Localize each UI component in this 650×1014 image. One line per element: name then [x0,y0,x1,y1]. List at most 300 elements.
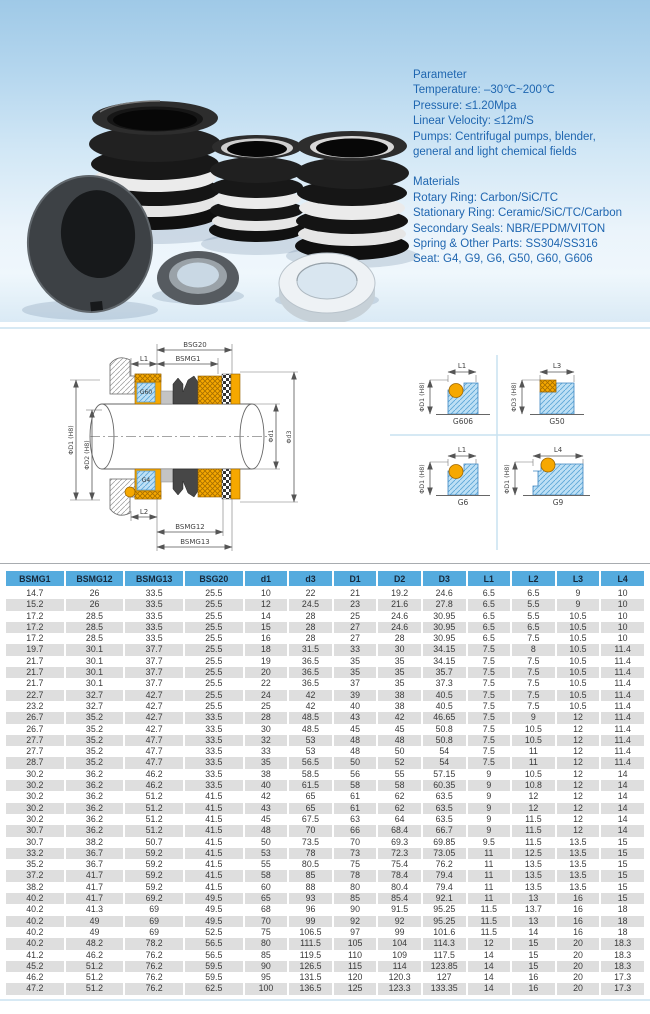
table-cell: 6.5 [468,599,511,610]
table-cell: 51.2 [66,961,124,972]
table-cell: 15.2 [6,599,64,610]
table-cell: 13.7 [524,904,542,915]
table-cell: 11 [528,746,538,757]
table-cell: 25.5 [205,633,223,644]
table-cell: 66.7 [423,825,466,836]
table-cell: 7.5 [512,667,555,678]
table-cell: 10.8 [512,780,555,791]
table-cell: 15 [601,870,644,881]
table-cell: 30.2 [26,791,44,802]
table-cell: 33.5 [145,633,163,644]
table-cell: 13.5 [569,881,587,892]
table-cell: 76.2 [435,859,453,870]
table-cell: 45 [261,813,271,824]
table-cell: 53 [305,746,316,757]
table-cell: 48 [350,746,360,757]
table-cell: 46.2 [26,972,44,983]
table-cell: 14 [468,961,511,972]
table-cell: 18.3 [601,938,644,949]
table-row [6,746,644,757]
table-cell: 35 [350,655,360,666]
table-cell: 11.5 [468,916,511,927]
table-cell: 13.5 [512,870,555,881]
table-cell: 93 [289,893,332,904]
table-row [6,938,644,949]
table-cell: 36.2 [85,791,104,802]
table-cell: 48 [378,735,421,746]
table-cell: 12 [557,735,600,746]
table-cell: 10.5 [569,700,587,711]
table-cell: 33.5 [205,746,223,757]
table-cell: 41.7 [85,881,104,892]
table-cell: 51.2 [66,983,124,994]
dim-l2: L2 [139,508,149,516]
table-cell: 18 [617,904,628,915]
table-cell: 106.5 [299,926,322,937]
table-cell: 25.5 [205,588,223,598]
table-cell: 11.4 [601,757,644,768]
table-cell: 41.5 [205,881,223,892]
table-cell: 13.5 [569,836,587,847]
table-cell: 25.5 [185,644,243,655]
table-cell: 12 [573,746,583,757]
table-cell: 14 [617,791,628,802]
table-cell: 18 [245,644,288,655]
table-cell: 24.6 [391,610,409,621]
table-cell: 14 [601,803,644,814]
table-cell: 15 [617,836,628,847]
table-cell: 30.7 [6,825,64,836]
table-cell: 50 [261,836,271,847]
table-cell: 33.5 [145,610,163,621]
table-cell: 21.7 [6,667,64,678]
table-cell: 37.7 [145,655,163,666]
table-cell: 27 [334,622,377,633]
table-row [6,870,644,881]
table-cell: 62.5 [185,983,243,994]
table-cell: 127 [436,972,452,983]
column-header: L3 [557,571,600,588]
table-cell: 18.3 [614,949,632,960]
table-row [6,724,644,735]
table-cell: 41.5 [205,813,223,824]
table-cell: 85 [261,949,271,960]
table-cell: 49.5 [185,916,243,927]
table-cell: 25.5 [205,655,223,666]
table-cell: 13.5 [524,859,542,870]
table-cell: 40.2 [26,904,44,915]
table-cell: 61 [334,803,377,814]
table-cell: 48.5 [301,723,320,734]
table-cell: 69 [149,904,160,915]
table-cell: 40.2 [6,916,64,927]
table-cell: 10.5 [569,655,587,666]
table-cell: 62 [394,791,405,802]
table-cell: 114 [378,961,421,972]
table-cell: 85 [289,870,332,881]
parameter-line: general and light chemical fields [413,146,577,159]
table-cell: 45.2 [6,961,64,972]
dim-bsmg12: BSMG12 [175,523,205,531]
table-row [6,735,644,746]
table-cell: 9 [557,599,600,610]
table-cell: 10 [261,588,271,598]
materials-line: Rotary Ring: Carbon/SiC/TC [413,191,559,204]
table-cell: 36.5 [301,655,320,666]
table-cell: 14 [528,926,539,937]
table-cell: 21.7 [26,655,44,666]
table-cell: 57.15 [433,768,456,779]
table-cell: 37.7 [125,644,183,655]
seat-diagram-g6 [419,446,490,507]
table-cell: 85 [334,893,377,904]
table-cell: 63.5 [423,803,466,814]
table-cell: 35.2 [66,735,124,746]
parameter-line: Pumps: Centrifugal pumps, blender, [413,130,596,143]
table-cell: 65 [245,893,288,904]
table-cell: 105 [334,938,377,949]
table-cell: 7.5 [527,700,540,711]
table-cell: 30.95 [433,610,456,621]
table-cell: 25.5 [185,690,243,701]
table-cell: 55 [394,768,405,779]
table-row [6,588,644,599]
table-cell: 25.5 [205,610,223,621]
table-cell: 20 [245,667,288,678]
table-cell: 28.5 [85,610,104,621]
table-cell: 25.5 [185,599,243,610]
table-cell: 95 [261,972,271,983]
table-cell: 30.2 [6,780,64,791]
table-cell: 7.5 [527,655,540,666]
materials-line: Secondary Seals: NBR/EPDM/VITON [413,222,606,235]
table-cell: 11.4 [614,700,631,711]
table-cell: 38 [261,768,271,779]
seat-name: G50 [549,417,565,426]
table-cell: 51.2 [125,803,183,814]
table-row [6,950,644,961]
table-cell: 58 [245,870,288,881]
table-cell: 19 [261,655,271,666]
table-cell: 65 [289,803,332,814]
table-cell: 11.4 [601,644,644,655]
table-cell: 65 [305,791,316,802]
table-cell: 76.2 [145,949,163,960]
table-cell: 15 [601,848,644,859]
table-row [6,780,644,791]
table-cell: 76.2 [125,983,183,994]
table-cell: 16 [557,893,600,904]
table-cell: 12 [573,768,583,779]
table-cell: 33.5 [205,723,223,734]
table-cell: 36.7 [66,848,124,859]
table-cell: 75.4 [391,859,409,870]
table-cell: 47.7 [145,746,163,757]
table-cell: 14 [617,768,628,779]
table-cell: 30.95 [433,633,456,644]
table-cell: 5.5 [527,610,540,621]
table-cell: 26.7 [26,723,44,734]
table-row [6,972,644,983]
table-cell: 14 [601,825,644,836]
table-cell: 12 [245,599,288,610]
table-cell: 11 [468,848,511,859]
table-row [6,656,644,667]
table-cell: 80.4 [391,881,409,892]
table-cell: 33 [261,746,271,757]
table-cell: 99 [394,926,405,937]
size-table-section [4,571,646,995]
table-cell: 41.3 [85,904,104,915]
table-row [6,757,644,768]
table-cell: 15 [512,938,555,949]
table-cell: 13.5 [569,859,587,870]
table-cell: 69.85 [433,836,456,847]
table-cell: 38 [394,700,405,711]
table-cell: 33.5 [185,735,243,746]
table-row [6,848,644,859]
table-cell: 37.2 [6,870,64,881]
table-cell: 36.2 [66,825,124,836]
table-cell: 67.5 [301,813,320,824]
table-cell: 50 [394,746,405,757]
table-cell: 59.2 [145,881,163,892]
table-cell: 49 [89,926,100,937]
table-cell: 58.5 [301,768,320,779]
table-cell: 11.4 [601,690,644,701]
table-cell: 76.2 [125,961,183,972]
table-cell: 41.7 [66,870,124,881]
table-cell: 69.3 [391,836,409,847]
table-cell: 110 [348,949,363,960]
table-cell: 78.4 [378,870,421,881]
table-cell: 37.7 [145,678,163,689]
dim-bsmg1: BSMG1 [175,355,201,363]
table-cell: 35.2 [26,859,44,870]
table-cell: 42.7 [145,723,163,734]
column-header: d3 [289,571,332,588]
spec-text-block [413,68,645,268]
table-cell: 33.5 [185,712,243,723]
table-cell: 40.2 [6,893,64,904]
table-cell: 14 [468,983,511,994]
table-cell: 28 [289,622,332,633]
table-cell: 8 [512,644,555,655]
table-cell: 28.5 [85,633,104,644]
table-cell: 56 [350,768,360,779]
column-header: L4 [601,571,644,588]
table-cell: 25.5 [185,667,243,678]
table-cell: 90 [245,961,288,972]
seal-cross-section-diagram [40,336,400,561]
table-cell: 18 [601,916,644,927]
seat-diagram-g9 [504,446,590,507]
table-cell: 28 [305,610,316,621]
table-cell: 36.5 [301,678,320,689]
table-cell: 27.7 [26,746,44,757]
table-cell: 26 [89,588,100,598]
table-cell: 32.7 [85,700,104,711]
table-cell: 41.5 [185,825,243,836]
table-cell: 21 [350,588,360,598]
table-cell: 69 [125,916,183,927]
table-cell: 51.2 [145,813,163,824]
table-cell: 35 [334,667,377,678]
table-cell: 56.5 [205,949,223,960]
table-cell: 99 [289,916,332,927]
table-cell: 6.5 [468,622,511,633]
seat-label-g60: G60 [139,389,153,396]
table-cell: 36.2 [85,768,104,779]
table-row [6,961,644,972]
table-cell: 22 [305,588,316,598]
table-cell: 111.5 [289,938,332,949]
ceramic-ring-white [279,253,375,322]
table-cell: 42 [305,700,316,711]
table-cell: 10.5 [512,735,555,746]
table-cell: 10 [601,599,644,610]
table-cell: 30.1 [85,655,104,666]
table-cell: 7.5 [527,678,540,689]
table-row [6,983,644,994]
table-cell: 40.2 [6,938,64,949]
table-cell: 40.2 [26,926,44,937]
table-cell: 7.5 [527,633,540,644]
materials-line: Stationary Ring: Ceramic/SiC/TC/Carbon [413,207,622,220]
table-row [6,882,644,893]
table-cell: 7.5 [482,746,495,757]
dim-label: L4 [553,446,563,454]
table-cell: 95.25 [423,916,466,927]
column-header: d1 [245,571,288,588]
size-table-header-row [6,571,644,588]
table-cell: 10.5 [557,622,600,633]
table-cell: 117.5 [433,949,455,960]
table-cell: 56.5 [289,757,332,768]
table-cell: 47.7 [125,757,183,768]
table-cell: 28 [245,712,288,723]
table-cell: 17.3 [601,983,644,994]
table-cell: 35 [378,667,421,678]
table-cell: 11.5 [512,825,555,836]
dim-label: ΦD3 (H8) [511,382,518,412]
table-cell: 34.15 [423,644,466,655]
table-cell: 11.4 [601,712,644,723]
table-cell: 11.4 [614,723,631,734]
table-cell: 75 [350,859,360,870]
seat-label-g4: G4 [141,477,151,484]
carbon-ring-small [157,251,239,305]
table-cell: 51.2 [145,791,163,802]
table-cell: 15 [512,961,555,972]
table-cell: 59.2 [125,870,183,881]
table-cell: 20 [557,938,600,949]
table-cell: 49 [66,916,124,927]
table-cell: 21.7 [26,678,44,689]
table-cell: 40.5 [435,700,453,711]
table-cell: 11.5 [480,904,498,915]
table-cell: 7.5 [482,700,495,711]
table-cell: 6.5 [482,588,495,598]
o-ring [449,384,463,398]
column-header: L1 [468,571,511,588]
table-row [6,701,644,712]
table-cell: 9 [486,791,492,802]
table-cell: 38.2 [26,881,44,892]
table-cell: 92.1 [423,893,466,904]
table-cell: 27.7 [6,735,64,746]
table-cell: 80 [245,938,288,949]
dim-bsmg13: BSMG13 [180,538,210,546]
table-cell: 46.2 [145,768,163,779]
table-cell: 48.2 [66,938,124,949]
table-cell: 73.5 [301,836,320,847]
table-cell: 18 [617,926,628,937]
table-cell: 109 [392,949,407,960]
table-cell: 20 [573,949,583,960]
table-cell: 76.2 [145,972,163,983]
table-row [6,712,644,723]
table-cell: 120 [347,972,363,983]
size-table [4,571,646,995]
table-cell: 14 [261,610,271,621]
column-header: BSMG12 [66,571,124,588]
table-cell: 51.2 [125,825,183,836]
table-row [6,678,644,689]
dim-d2-left: ΦD2 (H8) [84,440,91,470]
table-cell: 59.5 [205,972,223,983]
table-cell: 38 [378,690,421,701]
table-cell: 70 [245,916,288,927]
table-cell: 36.7 [85,859,104,870]
table-row [6,904,644,915]
table-cell: 12 [573,813,583,824]
table-row [6,837,644,848]
table-cell: 7.5 [468,667,511,678]
seat-name: G6 [457,498,469,507]
table-row [6,927,644,938]
table-cell: 35.2 [85,746,104,757]
table-cell: 11.5 [480,926,498,937]
table-cell: 133.35 [423,983,466,994]
table-cell: 28.7 [6,757,64,768]
dim-label: ΦD1 (H8) [419,464,426,494]
table-cell: 123.3 [378,983,421,994]
table-cell: 7.5 [482,678,495,689]
table-cell: 96 [305,904,316,915]
table-cell: 78 [289,848,332,859]
table-cell: 115 [334,961,377,972]
bellows-seal-right [295,131,409,260]
table-cell: 7.5 [468,690,511,701]
table-cell: 20 [557,961,600,972]
table-cell: 52 [378,757,421,768]
table-cell: 91.5 [391,904,409,915]
table-cell: 92 [378,916,421,927]
table-cell: 48 [245,825,288,836]
table-cell: 6.5 [512,622,555,633]
table-cell: 59.2 [145,859,163,870]
table-cell: 14 [601,780,644,791]
table-cell: 12 [528,791,539,802]
table-cell: 42.7 [125,690,183,701]
table-cell: 37 [350,678,360,689]
table-cell: 100 [245,983,288,994]
table-cell: 75 [261,926,271,937]
table-cell: 60 [261,881,271,892]
table-cell: 69.2 [125,893,183,904]
table-cell: 7.5 [468,757,511,768]
